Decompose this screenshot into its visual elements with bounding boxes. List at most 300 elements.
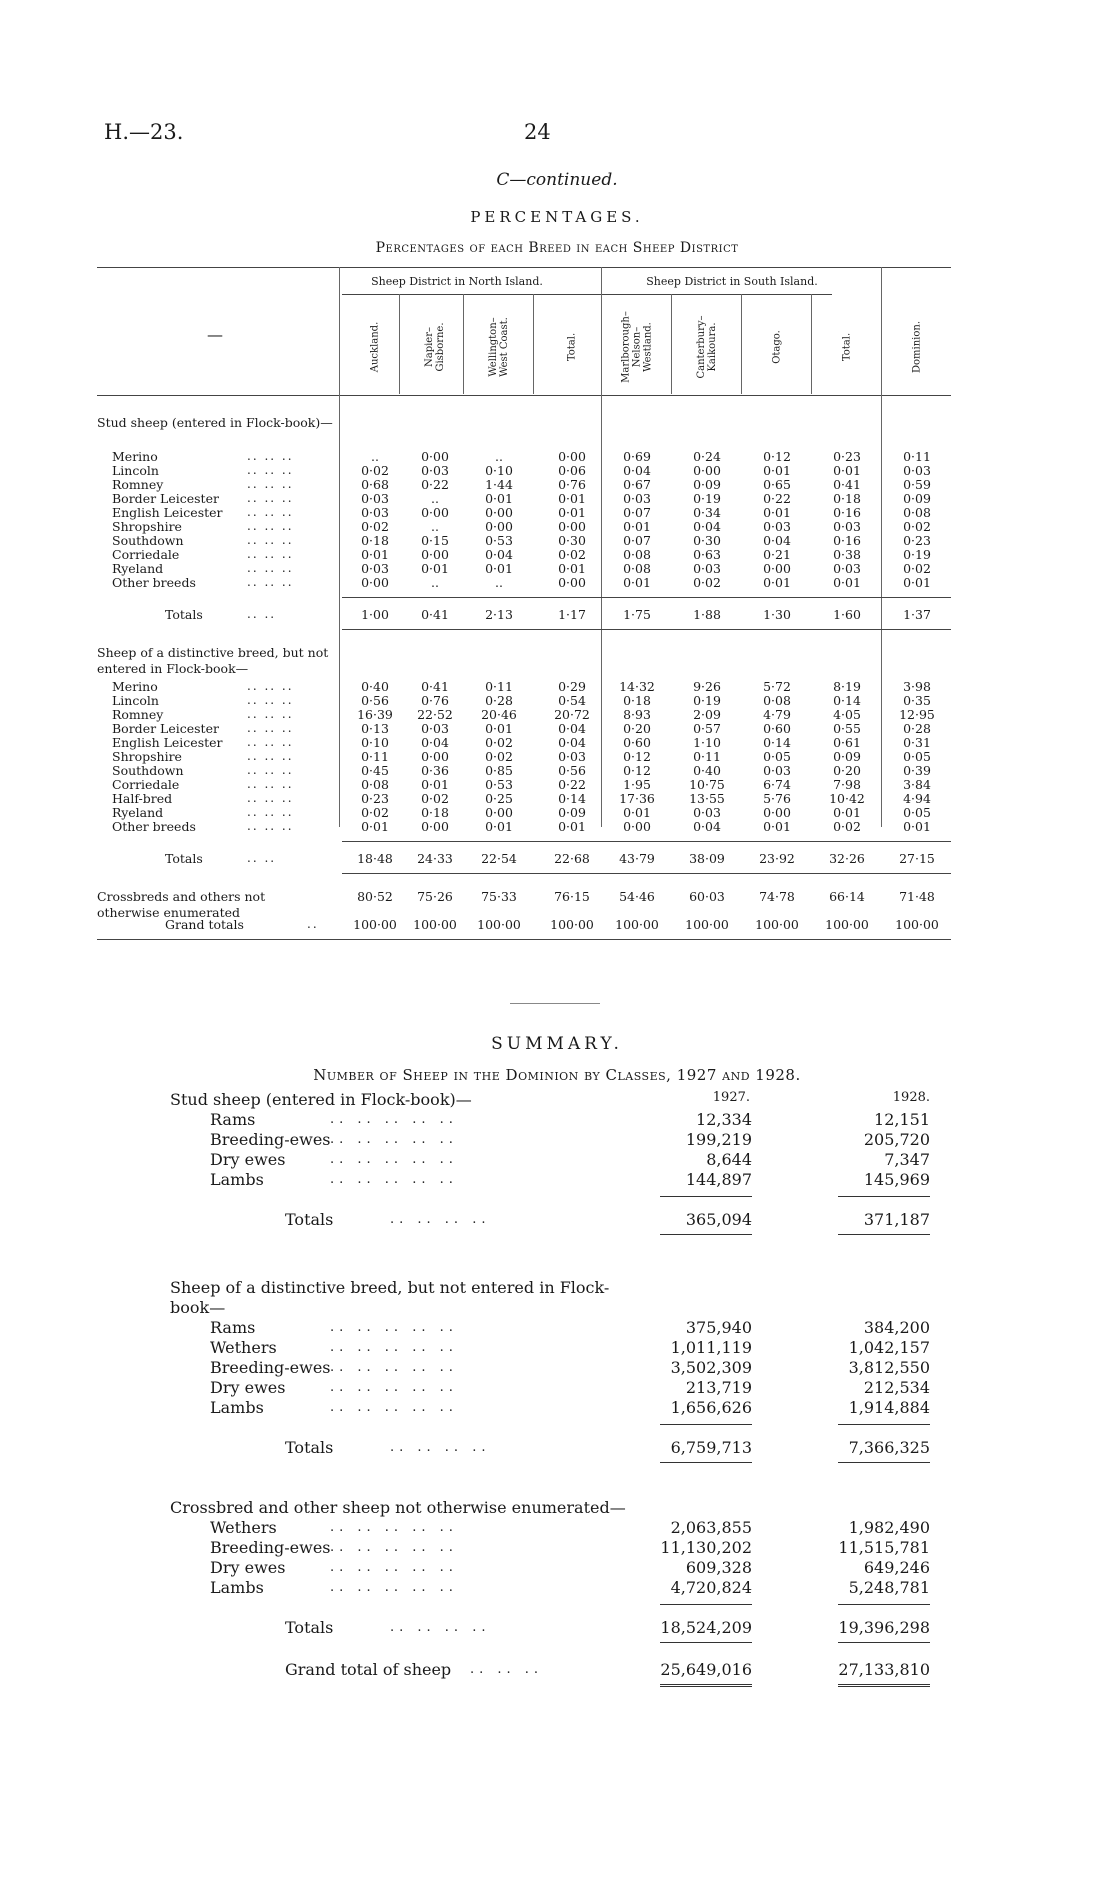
table-cell: 0·04 xyxy=(763,533,791,548)
column-header-label: Total. xyxy=(841,332,853,362)
table-cell: 0·08 xyxy=(623,561,651,576)
table-cell: 20·46 xyxy=(481,707,517,722)
table-cell: 0·21 xyxy=(763,547,791,562)
table-cell: 0·04 xyxy=(693,519,721,534)
table-cell: 5·76 xyxy=(763,791,791,806)
table-cell: 0·01 xyxy=(833,463,861,478)
total-1928: 371,187 xyxy=(863,1210,930,1229)
table-cell: 0·76 xyxy=(558,477,586,492)
table-cell: 0·23 xyxy=(833,449,861,464)
summary-row-label: Wethers xyxy=(210,1518,277,1537)
value-1927: 8,644 xyxy=(706,1150,752,1169)
table-cell: 0·00 xyxy=(485,505,513,520)
leader-dots: .. .. .. .. .. xyxy=(330,1132,458,1147)
table-cell: 0·28 xyxy=(485,693,513,708)
grand-total-double-rule-1928 xyxy=(838,1684,930,1687)
totals-cell: 1·60 xyxy=(833,607,861,622)
table-cell: 0·03 xyxy=(833,519,861,534)
table-cell: 0·04 xyxy=(558,735,586,750)
grand-totals-cell: 100·00 xyxy=(895,917,939,932)
total-1928: 19,396,298 xyxy=(838,1618,930,1637)
table-cell: 0·01 xyxy=(763,575,791,590)
table-cell: 0·01 xyxy=(361,547,389,562)
value-1928: 11,515,781 xyxy=(838,1538,930,1557)
summary-row-label: Wethers xyxy=(210,1338,277,1357)
row-label: Romney xyxy=(112,707,164,722)
table-cell: 5·72 xyxy=(763,679,791,694)
subtotal-rule-1928 xyxy=(838,1424,930,1425)
summary-row-label: Dry ewes xyxy=(210,1558,286,1577)
table-cell: 0·03 xyxy=(421,463,449,478)
leader-dots: .. .. .. xyxy=(247,819,294,833)
table-cell: 0·22 xyxy=(558,777,586,792)
table-cell: 0·01 xyxy=(558,561,586,576)
table-cell: 0·68 xyxy=(361,477,389,492)
grand-total-double-rule-1927 xyxy=(660,1684,752,1687)
table-cell: 0·03 xyxy=(361,505,389,520)
grand-totals-cell: 100·00 xyxy=(615,917,659,932)
value-1928: 1,982,490 xyxy=(848,1518,930,1537)
leader-dots: .. .. .. .. .. xyxy=(330,1580,458,1595)
total-rule-1927 xyxy=(660,1234,752,1235)
table-cell: 20·72 xyxy=(554,707,590,722)
totals-cell: 1·75 xyxy=(623,607,651,622)
percentages-title: PERCENTAGES. xyxy=(470,208,644,226)
leader-dots: .. .. .. xyxy=(247,679,294,693)
table-cell: 0·05 xyxy=(903,749,931,764)
table-cell: 0·85 xyxy=(485,763,513,778)
row-label: Lincoln xyxy=(112,463,159,478)
table-cell: 0·01 xyxy=(558,505,586,520)
leader-dots: .. .. .. .. xyxy=(390,1440,491,1455)
value-1928: 212,534 xyxy=(863,1378,930,1397)
table-cell: 0·15 xyxy=(421,533,449,548)
row-label: Romney xyxy=(112,477,164,492)
leader-dots: .. .. .. xyxy=(247,791,294,805)
subtotal-rule-1927 xyxy=(660,1604,752,1605)
leader-dots: .. .. .. .. .. xyxy=(330,1360,458,1375)
row-label: Southdown xyxy=(112,533,184,548)
row-label: Half-bred xyxy=(112,791,173,806)
table-cell: 0·00 xyxy=(693,463,721,478)
row-label: Merino xyxy=(112,449,158,464)
table-cell: 8·93 xyxy=(623,707,651,722)
value-1927: 213,719 xyxy=(685,1378,752,1397)
table-cell: 0·02 xyxy=(361,805,389,820)
table-cell: 0·05 xyxy=(903,805,931,820)
table-cell: 0·01 xyxy=(485,819,513,834)
totals-cell: 0·41 xyxy=(421,607,449,622)
totals-cell: 32·26 xyxy=(829,851,865,866)
table-cell: 0·01 xyxy=(623,519,651,534)
totals-cell: 18·48 xyxy=(357,851,393,866)
crossbreds-cell: 71·48 xyxy=(899,889,935,904)
table-cell: 0·61 xyxy=(833,735,861,750)
table-cell: 0·04 xyxy=(558,721,586,736)
table-cell: 0·23 xyxy=(361,791,389,806)
table-cell: 7·98 xyxy=(833,777,861,792)
totals-cell: 2·13 xyxy=(485,607,513,622)
row-label: Other breeds xyxy=(112,575,196,590)
value-1927: 12,334 xyxy=(696,1110,752,1129)
table-cell: 0·02 xyxy=(485,749,513,764)
table-cell: 0·03 xyxy=(693,561,721,576)
value-1927: 199,219 xyxy=(685,1130,752,1149)
table-cell: 0·19 xyxy=(903,547,931,562)
leader-dots: .. .. .. xyxy=(247,533,294,547)
table-cell: 0·11 xyxy=(361,749,389,764)
crossbreds-cell: 60·03 xyxy=(689,889,725,904)
table-cell: 0·11 xyxy=(693,749,721,764)
table-cell: 0·19 xyxy=(693,693,721,708)
totals-cell: 22·54 xyxy=(481,851,517,866)
table-cell: 0·03 xyxy=(361,561,389,576)
table-cell: 0·01 xyxy=(485,561,513,576)
column-header-label: Marlborough– Nelson– Westland. xyxy=(620,311,654,383)
table-cell: 0·24 xyxy=(693,449,721,464)
table-cell: 0·01 xyxy=(421,561,449,576)
table-cell: 0·07 xyxy=(623,533,651,548)
table-cell: 1·10 xyxy=(693,735,721,750)
table-cell: 0·01 xyxy=(763,819,791,834)
table-cell: 0·01 xyxy=(833,805,861,820)
grand-totals-label: Grand totals xyxy=(165,917,244,932)
crossbreds-label: Crossbreds and others not otherwise enumerated xyxy=(97,889,266,920)
value-1928: 649,246 xyxy=(863,1558,930,1577)
value-1927: 375,940 xyxy=(685,1318,752,1337)
table-cell: 0·35 xyxy=(903,693,931,708)
table-cell: 0·00 xyxy=(421,749,449,764)
table-cell: 0·16 xyxy=(833,533,861,548)
table-cell: 0·07 xyxy=(623,505,651,520)
grand-totals-cell: 100·00 xyxy=(550,917,594,932)
row-label: Border Leicester xyxy=(112,491,219,506)
table-cell: 8·19 xyxy=(833,679,861,694)
summary-totals-label: Totals xyxy=(285,1618,334,1637)
table-cell: 0·03 xyxy=(361,491,389,506)
value-1927: 1,011,119 xyxy=(670,1338,752,1357)
table-cell: 0·00 xyxy=(558,519,586,534)
table-cell: 0·01 xyxy=(763,463,791,478)
leader-dots: .. .. .. .. .. xyxy=(330,1112,458,1127)
leader-dots: .. .. .. .. xyxy=(390,1212,491,1227)
table-cell: 0·22 xyxy=(763,491,791,506)
page-ref: H.—23. xyxy=(104,120,184,144)
table-cell: 0·01 xyxy=(903,819,931,834)
table-cell: 0·60 xyxy=(623,735,651,750)
subtotal-rule-1927 xyxy=(660,1424,752,1425)
leader-dots: .. .. .. xyxy=(247,763,294,777)
total-rule-1928 xyxy=(838,1462,930,1463)
table-cell: 0·00 xyxy=(361,575,389,590)
table-cell: 0·76 xyxy=(421,693,449,708)
totals-cell: 22·68 xyxy=(554,851,590,866)
table-cell: .. xyxy=(371,449,379,464)
table-cell: 3·84 xyxy=(903,777,931,792)
summary-row-label: Rams xyxy=(210,1110,256,1129)
table-cell: 0·11 xyxy=(903,449,931,464)
value-1928: 145,969 xyxy=(863,1170,930,1189)
table-cell: 0·01 xyxy=(833,575,861,590)
grand-totals-cell: 100·00 xyxy=(825,917,869,932)
table-cell: .. xyxy=(495,449,503,464)
leader-dots: .. xyxy=(307,917,319,931)
value-1927: 4,720,824 xyxy=(670,1578,752,1597)
table-cell: 0·10 xyxy=(485,463,513,478)
crossbreds-cell: 54·46 xyxy=(619,889,655,904)
table-cell: 0·00 xyxy=(421,547,449,562)
leader-dots: .. .. .. xyxy=(247,519,294,533)
table-cell: 14·32 xyxy=(619,679,655,694)
table-cell: 0·06 xyxy=(558,463,586,478)
table-cell: 0·02 xyxy=(361,519,389,534)
totals-cell: 1·37 xyxy=(903,607,931,622)
table-cell: 1·44 xyxy=(485,477,513,492)
table-cell: 0·19 xyxy=(693,491,721,506)
table-cell: 0·08 xyxy=(763,693,791,708)
table-cell: 0·04 xyxy=(693,819,721,834)
table-cell: 0·01 xyxy=(623,575,651,590)
table-cell: 2·09 xyxy=(693,707,721,722)
table-cell: .. xyxy=(431,491,439,506)
table-cell: 0·09 xyxy=(558,805,586,820)
summary-section-heading: Stud sheep (entered in Flock-book)— xyxy=(170,1090,472,1109)
value-1927: 2,063,855 xyxy=(670,1518,752,1537)
total-1928: 7,366,325 xyxy=(848,1438,930,1457)
table-cell: 0·14 xyxy=(558,791,586,806)
table-cell: 0·67 xyxy=(623,477,651,492)
table-cell: 0·11 xyxy=(485,679,513,694)
corner-dash: — xyxy=(207,325,223,344)
totals-cell: 1·88 xyxy=(693,607,721,622)
table-cell: 0·03 xyxy=(693,805,721,820)
table-cell: 0·34 xyxy=(693,505,721,520)
table-cell: 4·05 xyxy=(833,707,861,722)
table-cell: 0·01 xyxy=(485,721,513,736)
table-cell: 0·05 xyxy=(763,749,791,764)
leader-dots: .. .. .. xyxy=(247,693,294,707)
table-cell: 0·41 xyxy=(833,477,861,492)
column-header-label: Otago. xyxy=(771,330,783,364)
value-1928: 7,347 xyxy=(884,1150,930,1169)
grand-total-1928: 27,133,810 xyxy=(838,1660,930,1679)
table-cell: 0·03 xyxy=(833,561,861,576)
summary-row-label: Rams xyxy=(210,1318,256,1337)
row-label: English Leicester xyxy=(112,505,223,520)
year-1927-header: 1927. xyxy=(712,1090,750,1105)
table-cell: 0·02 xyxy=(833,819,861,834)
leader-dots: .. .. .. xyxy=(247,505,294,519)
table-cell: 0·18 xyxy=(421,805,449,820)
table-cell: 0·38 xyxy=(833,547,861,562)
summary-row-label: Breeding-ewes xyxy=(210,1130,331,1149)
table-cell: 0·12 xyxy=(623,763,651,778)
grand-totals-cell: 100·00 xyxy=(413,917,457,932)
table-cell: 0·01 xyxy=(361,819,389,834)
table-cell: 0·08 xyxy=(623,547,651,562)
table-cell: 0·00 xyxy=(485,519,513,534)
leader-dots: .. .. .. xyxy=(247,561,294,575)
table-cell: 0·01 xyxy=(421,777,449,792)
table-cell: .. xyxy=(431,575,439,590)
table-cell: 0·02 xyxy=(558,547,586,562)
summary-row-label: Lambs xyxy=(210,1170,264,1189)
table-cell: 0·20 xyxy=(833,763,861,778)
leader-dots: .. .. .. xyxy=(247,735,294,749)
grand-total-label: Grand total of sheep xyxy=(285,1660,452,1679)
totals-cell: 38·09 xyxy=(689,851,725,866)
table-cell: 0·45 xyxy=(361,763,389,778)
table-cell: 0·30 xyxy=(693,533,721,548)
column-header-label: Auckland. xyxy=(369,321,381,373)
percentages-subtitle: Percentages of each Breed in each Sheep District xyxy=(375,240,739,256)
leader-dots: .. .. .. xyxy=(247,491,294,505)
table-cell: 0·54 xyxy=(558,693,586,708)
table-cell: 0·03 xyxy=(763,519,791,534)
north-island-group-header: Sheep District in North Island. xyxy=(371,275,543,288)
leader-dots: .. .. .. .. .. xyxy=(330,1172,458,1187)
table-cell: 0·18 xyxy=(833,491,861,506)
table-cell: 0·03 xyxy=(903,463,931,478)
summary-row-label: Dry ewes xyxy=(210,1378,286,1397)
section-heading: Stud sheep (entered in Flock-book)— xyxy=(97,415,333,430)
row-label: Merino xyxy=(112,679,158,694)
table-cell: 0·53 xyxy=(485,777,513,792)
table-cell: 0·00 xyxy=(558,575,586,590)
table-cell: 0·36 xyxy=(421,763,449,778)
table-cell: 0·03 xyxy=(558,749,586,764)
value-1928: 384,200 xyxy=(863,1318,930,1337)
table-cell: 0·55 xyxy=(833,721,861,736)
row-label: Lincoln xyxy=(112,693,159,708)
table-cell: 0·04 xyxy=(421,735,449,750)
total-1927: 365,094 xyxy=(685,1210,752,1229)
crossbreds-cell: 74·78 xyxy=(759,889,795,904)
leader-dots: .. .. .. .. .. xyxy=(330,1400,458,1415)
summary-row-label: Lambs xyxy=(210,1398,264,1417)
table-cell: 0·02 xyxy=(485,735,513,750)
table-cell: 0·01 xyxy=(903,575,931,590)
table-cell: 0·00 xyxy=(558,449,586,464)
table-cell: 0·41 xyxy=(421,679,449,694)
table-cell: 0·14 xyxy=(833,693,861,708)
table-cell: 0·20 xyxy=(623,721,651,736)
table-cell: 4·94 xyxy=(903,791,931,806)
summary-totals-label: Totals xyxy=(285,1438,334,1457)
row-label: Shropshire xyxy=(112,749,182,764)
table-cell: 0·01 xyxy=(763,505,791,520)
year-1928-header: 1928. xyxy=(892,1090,930,1105)
total-rule-1928 xyxy=(838,1642,930,1643)
row-label: Other breeds xyxy=(112,819,196,834)
grand-totals-cell: 100·00 xyxy=(755,917,799,932)
table-cell: 0·56 xyxy=(558,763,586,778)
crossbreds-cell: 75·26 xyxy=(417,889,453,904)
table-cell: 0·03 xyxy=(763,763,791,778)
totals-label: Totals xyxy=(165,607,203,622)
table-cell: 0·63 xyxy=(693,547,721,562)
table-cell: 16·39 xyxy=(357,707,393,722)
grand-total-1927: 25,649,016 xyxy=(660,1660,752,1679)
table-cell: 0·02 xyxy=(693,575,721,590)
leader-dots: .. .. .. .. .. xyxy=(330,1380,458,1395)
column-header-label: Canterbury– Kaikoura. xyxy=(696,315,718,379)
table-cell: .. xyxy=(495,575,503,590)
table-cell: 0·01 xyxy=(558,491,586,506)
value-1927: 3,502,309 xyxy=(670,1358,752,1377)
total-rule-1927 xyxy=(660,1642,752,1643)
leader-dots: .. .. xyxy=(247,607,277,621)
table-cell: 3·98 xyxy=(903,679,931,694)
value-1927: 144,897 xyxy=(685,1170,752,1189)
table-cell: 0·10 xyxy=(361,735,389,750)
table-cell: 0·01 xyxy=(623,805,651,820)
table-cell: 0·00 xyxy=(485,805,513,820)
total-1927: 18,524,209 xyxy=(660,1618,752,1637)
total-1927: 6,759,713 xyxy=(670,1438,752,1457)
table-cell: 0·40 xyxy=(361,679,389,694)
table-cell: 0·16 xyxy=(833,505,861,520)
crossbreds-cell: 76·15 xyxy=(554,889,590,904)
total-rule-1928 xyxy=(838,1234,930,1235)
subtotal-rule-1927 xyxy=(660,1196,752,1197)
table-cell: 0·60 xyxy=(763,721,791,736)
leader-dots: .. .. .. xyxy=(247,805,294,819)
leader-dots: .. .. .. xyxy=(247,449,294,463)
table-cell: 0·22 xyxy=(421,477,449,492)
value-1928: 3,812,550 xyxy=(848,1358,930,1377)
table-cell: 0·00 xyxy=(421,505,449,520)
totals-cell: 27·15 xyxy=(899,851,935,866)
value-1927: 11,130,202 xyxy=(660,1538,752,1557)
table-cell: 0·02 xyxy=(421,791,449,806)
table-cell: 0·65 xyxy=(763,477,791,492)
subtotal-rule-1928 xyxy=(838,1604,930,1605)
table-cell: 0·12 xyxy=(623,749,651,764)
leader-dots: .. .. .. .. .. xyxy=(330,1320,458,1335)
table-cell: 13·55 xyxy=(689,791,725,806)
table-cell: 0·02 xyxy=(361,463,389,478)
table-cell: 0·31 xyxy=(903,735,931,750)
table-cell: 0·04 xyxy=(623,463,651,478)
table-cell: 0·23 xyxy=(903,533,931,548)
leader-dots: .. .. .. .. .. xyxy=(330,1340,458,1355)
table-cell: 0·02 xyxy=(903,519,931,534)
grand-totals-cell: 100·00 xyxy=(685,917,729,932)
table-cell: 4·79 xyxy=(763,707,791,722)
crossbreds-cell: 75·33 xyxy=(481,889,517,904)
value-1928: 205,720 xyxy=(863,1130,930,1149)
column-header-label: Wellington– West Coast. xyxy=(488,317,510,377)
table-cell: 0·53 xyxy=(485,533,513,548)
table-cell: 0·28 xyxy=(903,721,931,736)
crossbreds-cell: 80·52 xyxy=(357,889,393,904)
summary-row-label: Breeding-ewes xyxy=(210,1538,331,1557)
table-cell: 0·00 xyxy=(623,819,651,834)
row-label: Shropshire xyxy=(112,519,182,534)
table-cell: 6·74 xyxy=(763,777,791,792)
leader-dots: .. .. .. .. xyxy=(390,1620,491,1635)
value-1927: 1,656,626 xyxy=(670,1398,752,1417)
table-cell: .. xyxy=(431,519,439,534)
table-cell: 0·18 xyxy=(623,693,651,708)
table-cell: 0·09 xyxy=(903,491,931,506)
summary-title: SUMMARY. xyxy=(491,1034,623,1054)
table-cell: 0·04 xyxy=(485,547,513,562)
table-cell: 0·18 xyxy=(361,533,389,548)
table-cell: 0·29 xyxy=(558,679,586,694)
table-cell: 0·25 xyxy=(485,791,513,806)
